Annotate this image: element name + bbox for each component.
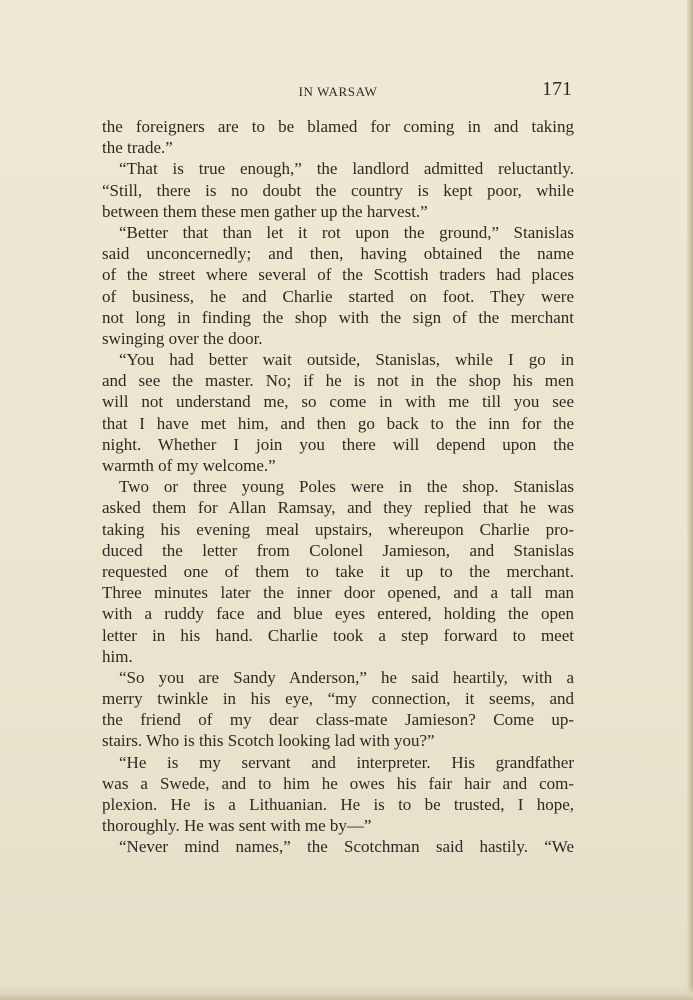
text-line: night. Whether I join you there will depend upon the [102, 434, 574, 454]
text-line: swinging over the door. [102, 328, 263, 348]
text-line: duced the letter from Colonel Jamieson, and Stanislas [102, 540, 574, 560]
text-line: taking his evening meal upstairs, whereupon Charlie pro- [102, 519, 574, 539]
text-line: that I have met him, and then go back to the inn for the [102, 413, 574, 433]
text-line: “That is true enough,” the landlord admitted reluctantly. [119, 159, 574, 179]
text-line: “You had better wait outside, Stanislas, while I go in [119, 350, 574, 370]
text-line: merry twinkle in his eye, “my connection, it seems, and [102, 689, 574, 709]
text-line: “Still, there is no doubt the country is kept poor, while [102, 180, 574, 200]
text-line: and see the master. No; if he is not in the shop his men [102, 371, 574, 391]
text-line: Three minutes later the inner door opened, and a tall man [102, 583, 574, 603]
text-line: said unconcernedly; and then, having obtained the name [102, 244, 574, 264]
text-line: thoroughly. He was sent with me by—” [102, 816, 372, 836]
running-head: IN WARSAW [298, 84, 378, 99]
text-line: letter in his hand. Charlie took a step forward to meet [102, 625, 574, 645]
text-line: Two or three young Poles were in the shop. Stanislas [119, 477, 574, 497]
text-line: “Never mind names,” the Scotchman said hastily. “We [119, 837, 574, 857]
page-edge-bottom [0, 986, 693, 1000]
text-line: plexion. He is a Lithuanian. He is to be trusted, I hope, [102, 795, 574, 814]
text-line: the trade.” [102, 138, 173, 158]
body-text [102, 116, 574, 858]
text-line: with a ruddy face and blue eyes entered, holding the open [102, 604, 574, 624]
text-line: him. [102, 646, 133, 666]
text-line: “Better that than let it rot upon the ground,” Stanislas [119, 222, 574, 242]
text-line: between them these men gather up the harvest.” [102, 201, 428, 221]
text-line: requested one of them to take it up to the merchant. [102, 561, 574, 581]
text-line: “He is my servant and interpreter. His grandfather [119, 752, 574, 772]
text-line: stairs. Who is this Scotch looking lad with you?” [102, 731, 435, 751]
text-line: warmth of my welcome.” [102, 456, 276, 475]
text-line: was a Swede, and to him he owes his fair hair and com- [102, 773, 574, 793]
text-line: will not understand me, so come in with me till you see [102, 392, 574, 412]
text-line: the friend of my dear class-mate Jamieson? Come up- [102, 710, 574, 730]
text-line: the foreigners are to be blamed for coming in and taking [102, 117, 574, 136]
text-line: asked them for Allan Ramsay, and they replied that he was [102, 498, 574, 518]
page-number: 171 [542, 78, 572, 100]
page-header [102, 78, 574, 102]
text-line: not long in finding the shop with the sign of the merchant [102, 307, 574, 327]
page-edge-right [687, 0, 693, 1000]
text-line: “So you are Sandy Anderson,” he said heartily, with a [119, 667, 574, 687]
text-line: of business, he and Charlie started on foot. They were [102, 286, 574, 306]
text-line: of the street where several of the Scottish traders had places [102, 265, 574, 285]
